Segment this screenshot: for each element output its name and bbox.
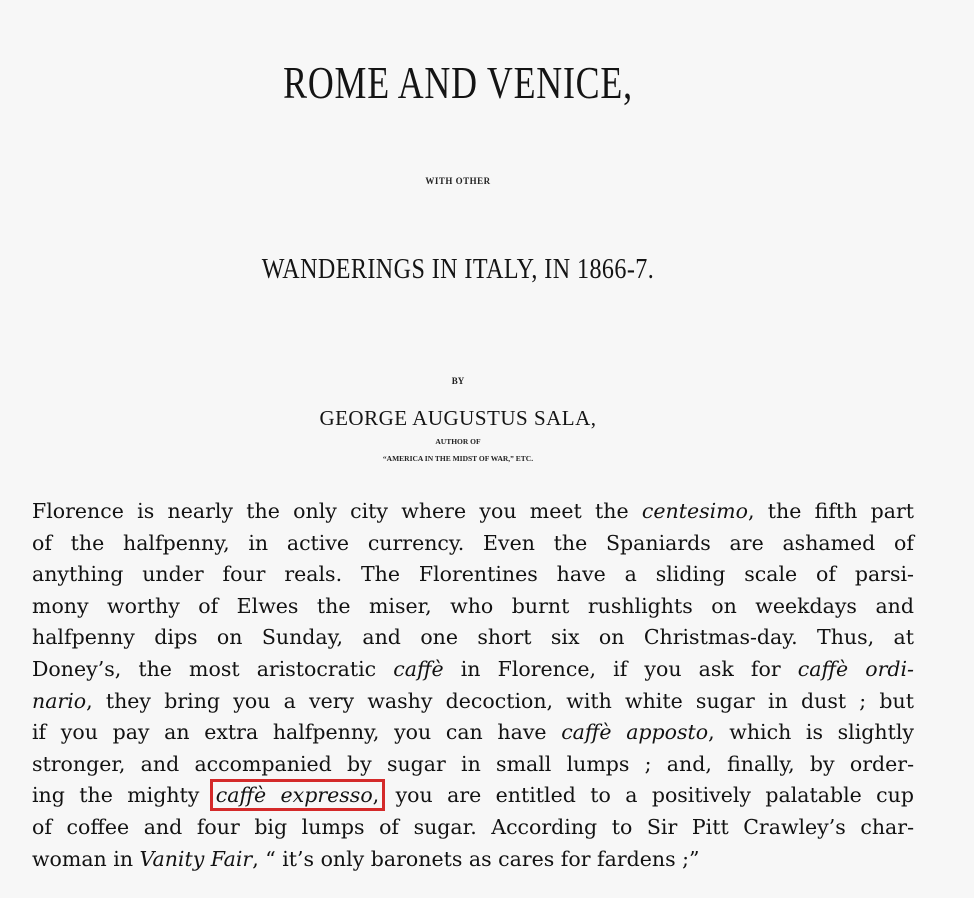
text-run: ing the mighty bbox=[32, 783, 214, 808]
italic-term-nario: nario bbox=[32, 688, 87, 713]
text-run: , bbox=[372, 783, 380, 808]
passage-line-4: mony worthy of Elwes the miser, who burnt rushlights on weekdays and bbox=[32, 593, 914, 618]
italic-title-vanity-fair: Vanity Fair bbox=[139, 846, 253, 871]
author-previous-work: “AMERICA IN THE MIDST OF WAR,” ETC. bbox=[382, 454, 534, 463]
passage-line-2: of the halfpenny, in active currency. Even the Spaniards are ashamed of bbox=[32, 530, 914, 555]
text-run: woman in bbox=[32, 846, 140, 871]
author-name: GEORGE AUGUSTUS SALA, bbox=[319, 406, 597, 430]
text-run: you are entitled to a positively palatable cup bbox=[381, 783, 914, 808]
text-run: , “ it’s only baronets as cares for fardens ;” bbox=[252, 846, 700, 871]
author-of-caption: AUTHOR OF bbox=[435, 437, 481, 446]
by-caption: BY bbox=[451, 376, 465, 386]
text-run: , which is slightly bbox=[708, 720, 914, 745]
passage-line-6 bbox=[32, 654, 914, 686]
passage-line-9: stronger, and accompanied by sugar in small lumps ; and, finally, by order- bbox=[32, 751, 914, 776]
text-run: Doney’s, the most aristocratic bbox=[32, 656, 394, 681]
italic-term-caffe-ordinario: caffè ordi- bbox=[797, 656, 914, 681]
passage-line-12 bbox=[32, 844, 914, 876]
text-run: in Florence, if you ask for bbox=[443, 656, 798, 681]
with-other-caption: WITH OTHER bbox=[425, 176, 491, 186]
passage-line-11: of coffee and four big lumps of sugar. According to Sir Pitt Crawley’s char- bbox=[32, 814, 914, 839]
text-run: if you pay an extra halfpenny, you can have bbox=[32, 720, 562, 745]
highlight-box bbox=[214, 783, 381, 807]
text-run: , the fifth part bbox=[747, 499, 914, 523]
italic-term-caffe: caffè bbox=[393, 656, 444, 681]
passage-line-1 bbox=[32, 496, 914, 528]
passage-line-10 bbox=[32, 780, 914, 812]
book-title: ROME AND VENICE, bbox=[283, 57, 633, 108]
italic-term-caffe-apposto: caffè apposto bbox=[561, 720, 709, 745]
italic-term-caffe-expresso: caffè expresso bbox=[215, 783, 373, 808]
passage-line-8 bbox=[32, 717, 914, 749]
passage-text bbox=[32, 496, 922, 875]
passage-line-7 bbox=[32, 686, 914, 718]
text-run: Florence is nearly the only city where you meet the bbox=[32, 499, 642, 523]
passage-line-3: anything under four reals. The Florentines have a sliding scale of parsi- bbox=[32, 562, 914, 587]
book-subtitle: WANDERINGS IN ITALY, IN 1866-7. bbox=[261, 254, 655, 285]
text-run: , they bring you a very washy decoction, with white sugar in dust ; but bbox=[86, 688, 914, 713]
passage-line-5: halfpenny dips on Sunday, and one short six on Christmas-day. Thus, at bbox=[32, 625, 914, 650]
italic-term-centesimo: centesimo bbox=[641, 499, 748, 523]
